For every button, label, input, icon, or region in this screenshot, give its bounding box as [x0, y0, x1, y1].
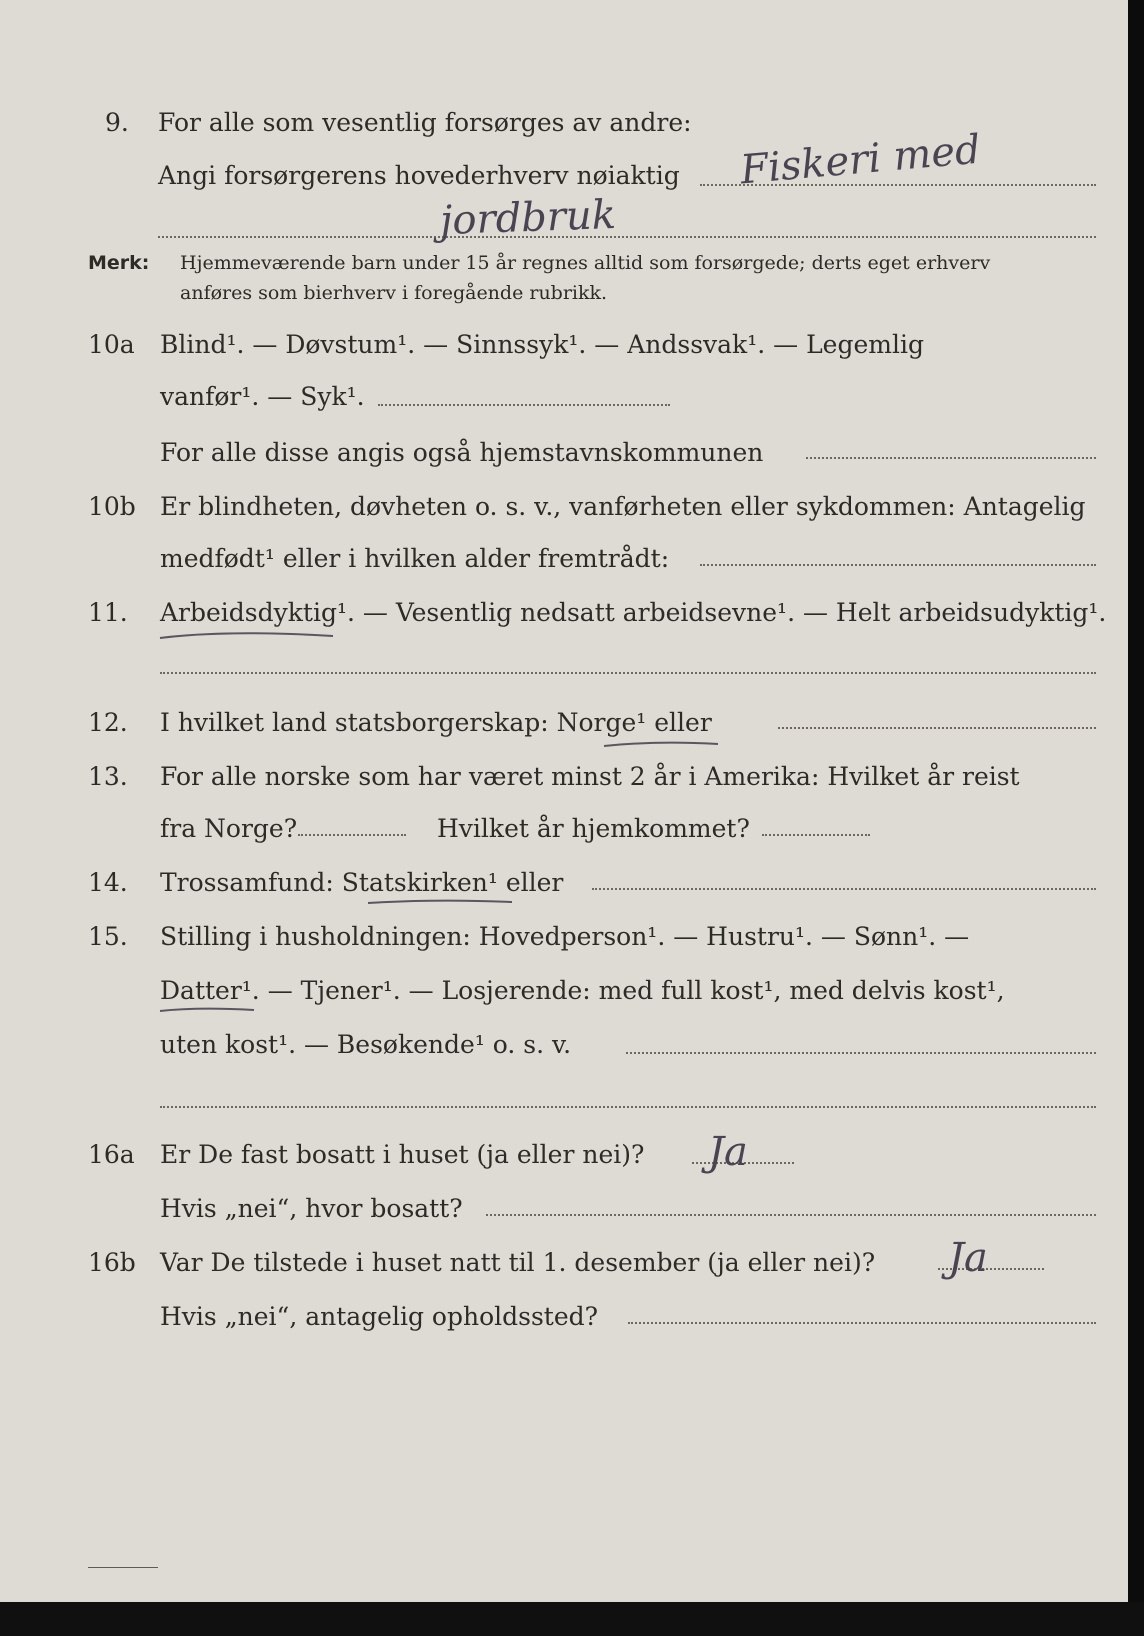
q13-line-1: For alle norske som har været minst 2 år i Amerika: Hvilket år reist — [160, 762, 1020, 791]
q12-answer-line — [778, 727, 1096, 729]
q10a-line-3: For alle disse angis også hjemstavnskommunen — [160, 438, 764, 467]
q16b-line-1: Var De tilstede i huset natt til 1. desember (ja eller nei)? — [160, 1248, 876, 1277]
q16a-line-2: Hvis „nei“, hvor bosatt? — [160, 1194, 463, 1223]
q15-line-1: Stilling i husholdningen: Hovedperson¹. — Hustru¹. — Sønn¹. — — [160, 922, 970, 951]
q16a-line-1: Er De fast bosatt i huset (ja eller nei)? — [160, 1140, 645, 1169]
q15-hand-underline — [158, 1004, 258, 1020]
q9-line-2: Angi forsørgerens hovederhverv nøiaktig — [158, 161, 680, 190]
q15-answer-line-1 — [626, 1052, 1096, 1054]
q9-line-1: For alle som vesentlig forsørges av andre: — [158, 108, 692, 137]
q12-line-1: I hvilket land statsborgerskap: Norge¹ eller — [160, 708, 712, 737]
q9-number: 9. — [105, 108, 129, 137]
q9-answer-line-2 — [158, 236, 1096, 238]
merk-line-2: anføres som bierhverv i foregående rubrikk. — [180, 282, 608, 304]
scan-edge-right — [1128, 0, 1144, 1636]
q15-line-2: Datter¹. — Tjener¹. — Losjerende: med full kost¹, med delvis kost¹, — [160, 976, 1005, 1005]
q10b-line-2: medfødt¹ eller i hvilken alder fremtrådt: — [160, 544, 670, 573]
footer-rule — [88, 1567, 158, 1568]
q10b-line-1: Er blindheten, døvheten o. s. v., vanførheten eller sykdommen: Antagelig — [160, 492, 1086, 521]
q11-line-1: Arbeidsdyktig¹. — Vesentlig nedsatt arbeidsevne¹. — Helt arbeidsudyktig¹. — [160, 598, 1107, 627]
q15-answer-line-2 — [160, 1106, 1096, 1108]
q11-hand-underline — [158, 626, 338, 646]
q11-answer-line — [160, 672, 1096, 674]
q10a-answer-line-1 — [378, 404, 670, 406]
q14-hand-underline — [366, 896, 516, 912]
q13-line-2b: Hvilket år hjemkommet? — [437, 814, 750, 843]
q11-number: 11. — [88, 598, 128, 627]
q14-number: 14. — [88, 868, 128, 897]
q9-handwritten-answer-2: jordbruk — [439, 191, 617, 245]
q13-line-2a: fra Norge? — [160, 814, 298, 843]
q14-line-1: Trossamfund: Statskirken¹ eller — [160, 868, 564, 897]
scan-edge-bottom — [0, 1602, 1144, 1636]
q14-answer-line — [592, 888, 1096, 890]
q13-number: 13. — [88, 762, 128, 791]
q10a-number: 10a — [88, 330, 135, 359]
merk-line-1: Hjemmeværende barn under 15 år regnes alltid som forsørgede; derts eget erhverv — [180, 252, 991, 274]
q10b-answer-line — [700, 564, 1096, 566]
q12-number: 12. — [88, 708, 128, 737]
merk-label: Merk: — [88, 252, 150, 274]
q16a-handwritten-answer: Ja — [708, 1129, 748, 1175]
q16b-number: 16b — [88, 1248, 136, 1277]
q16a-answer-line-2 — [486, 1214, 1096, 1216]
q10a-answer-line-2 — [806, 457, 1096, 459]
q16b-handwritten-answer: Ja — [948, 1235, 988, 1281]
q15-number: 15. — [88, 922, 128, 951]
q16b-answer-line-2 — [628, 1322, 1096, 1324]
q16b-line-2: Hvis „nei“, antagelig opholdssted? — [160, 1302, 599, 1331]
q16a-number: 16a — [88, 1140, 135, 1169]
q13-answer-line-1 — [298, 834, 406, 836]
q10a-line-1: Blind¹. — Døvstum¹. — Sinnssyk¹. — Andssvak¹. — Legemlig — [160, 330, 924, 359]
q9-handwritten-answer-1: Fiskeri med — [738, 126, 983, 194]
q13-answer-line-2 — [762, 834, 870, 836]
q15-line-3: uten kost¹. — Besøkende¹ o. s. v. — [160, 1030, 572, 1059]
q10b-number: 10b — [88, 492, 136, 521]
q10a-line-2: vanfør¹. — Syk¹. — [160, 382, 365, 411]
q12-hand-underline — [602, 738, 722, 754]
